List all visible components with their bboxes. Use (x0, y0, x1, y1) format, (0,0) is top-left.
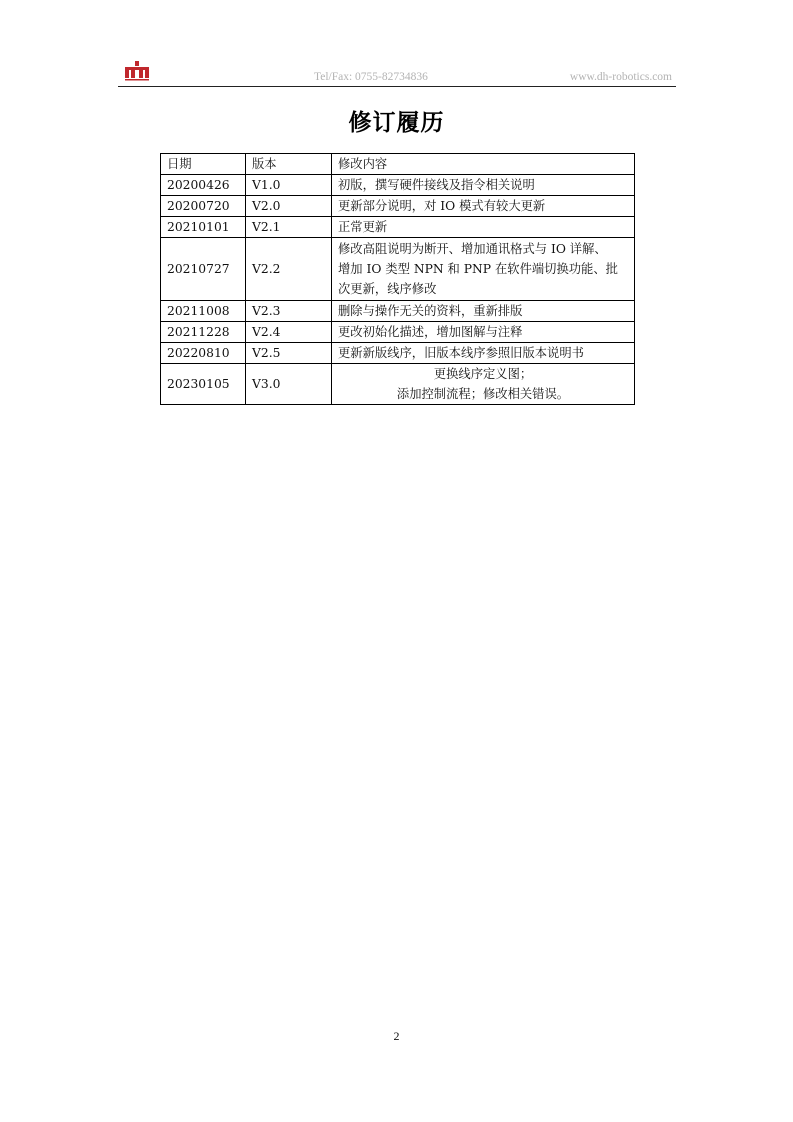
row-content-line: 正常更新 (338, 220, 388, 234)
row-content (332, 217, 635, 238)
row-content-line: 更换线序定义图； (433, 367, 533, 381)
row-content-line: 增加 IO 类型 NPN 和 PNP 在软件端切换功能、批 (338, 262, 618, 276)
row-date: 20200720 (161, 196, 246, 217)
row-content (332, 343, 635, 364)
header-website-link[interactable]: www.dh-robotics.com (569, 71, 672, 83)
table-row (161, 301, 635, 322)
row-date: 20210101 (161, 217, 246, 238)
table-row (161, 364, 635, 405)
row-date: 20230105 (161, 364, 246, 405)
table-row (161, 217, 635, 238)
row-content (332, 364, 635, 405)
row-content (332, 322, 635, 343)
page-header (118, 58, 676, 87)
dh-robotics-logo-icon (122, 60, 152, 82)
row-content (332, 301, 635, 322)
row-version: V1.0 (246, 175, 332, 196)
row-version: V2.4 (246, 322, 332, 343)
row-content-line: 更新新版线序，旧版本线序参照旧版本说明书 (338, 346, 584, 360)
row-version: V3.0 (246, 364, 332, 405)
row-content-line: 修改高阻说明为断开、增加通讯格式与 IO 详解、 (338, 242, 607, 256)
row-content-line: 删除与操作无关的资料，重新排版 (338, 304, 523, 318)
row-version: V2.5 (246, 343, 332, 364)
page-number: 2 (393, 1029, 400, 1043)
row-date: 20211008 (161, 301, 246, 322)
row-date: 20210727 (161, 238, 246, 301)
row-version: V2.1 (246, 217, 332, 238)
table-row (161, 175, 635, 196)
row-date: 20200426 (161, 175, 246, 196)
row-version: V2.0 (246, 196, 332, 217)
row-date: 20220810 (161, 343, 246, 364)
row-content (332, 238, 635, 301)
table-header-row (161, 154, 635, 175)
row-content-line: 添加控制流程；修改相关错误。 (396, 387, 570, 401)
row-content-line: 初版，撰写硬件接线及指令相关说明 (338, 178, 535, 192)
row-version: V2.3 (246, 301, 332, 322)
page-title: 修订履历 (348, 110, 445, 136)
row-content-line: 次更新，线序修改 (338, 282, 437, 296)
row-content (332, 175, 635, 196)
header-version: 版本 (246, 154, 332, 175)
table-row (161, 238, 635, 301)
row-content-line: 更新部分说明，对 IO 模式有较大更新 (338, 199, 546, 213)
table-row (161, 343, 635, 364)
header-content: 修改内容 (332, 154, 635, 175)
row-content-line: 更改初始化描述，增加图解与注释 (338, 325, 523, 339)
revision-history-table (160, 153, 635, 405)
header-tel-fax: Tel/Fax: 0755-82734836 (314, 71, 428, 83)
table-row (161, 322, 635, 343)
header-date: 日期 (161, 154, 246, 175)
table-row (161, 196, 635, 217)
row-date: 20211228 (161, 322, 246, 343)
row-version: V2.2 (246, 238, 332, 301)
row-content (332, 196, 635, 217)
